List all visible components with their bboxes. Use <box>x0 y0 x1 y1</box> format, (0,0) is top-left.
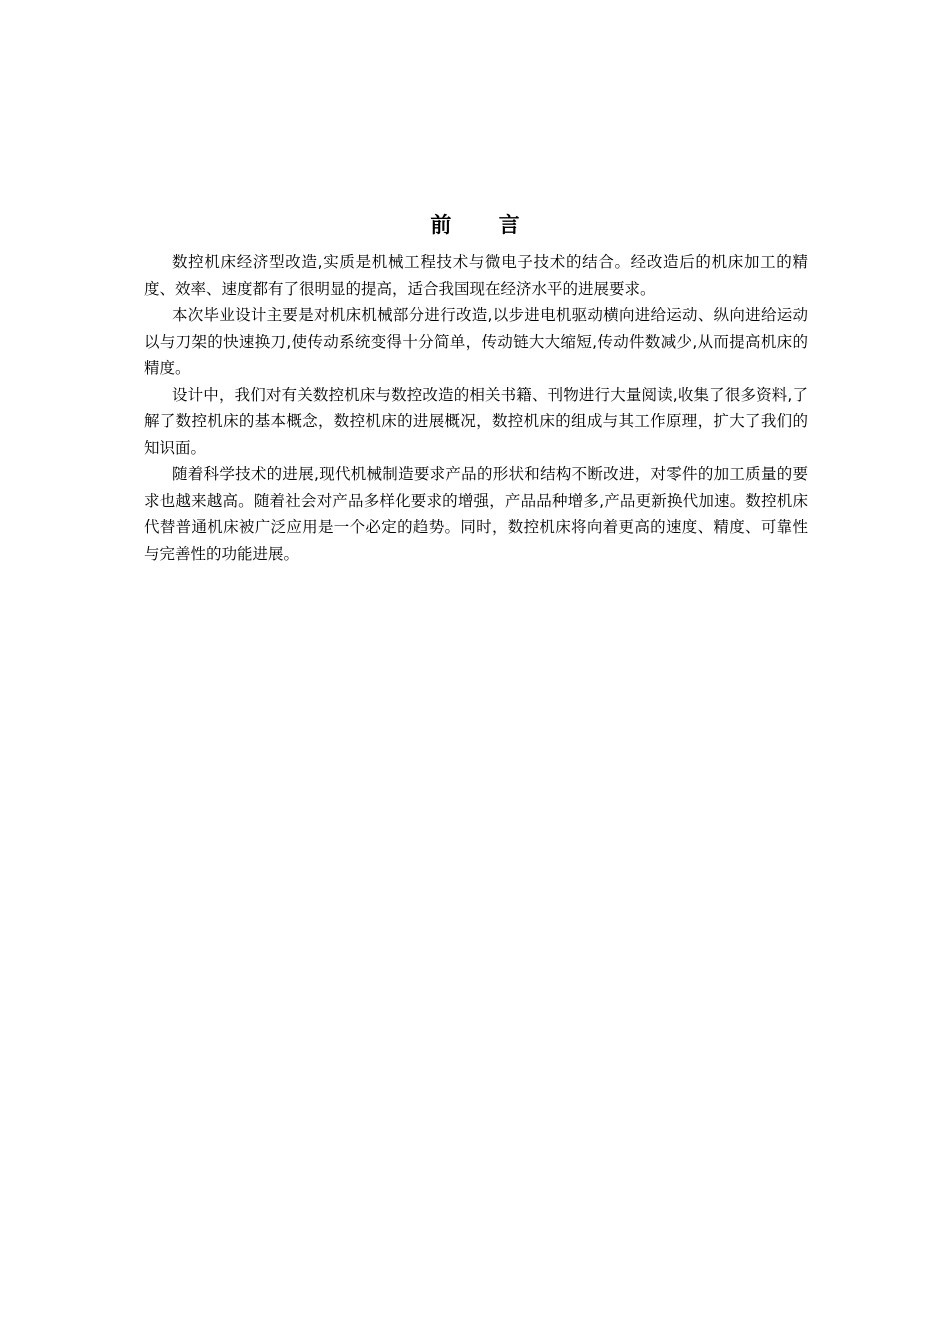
paragraph-3: 设计中，我们对有关数控机床与数控改造的相关书籍、刊物进行大量阅读,收集了很多资料,了解了数控机床的基本概念，数控机床的进展概况，数控机床的组成与其工作原理，扩大了我们的知识面。 <box>144 385 808 457</box>
paragraph-4: 随着科学技术的进展,现代机械制造要求产品的形状和结构不断改进，对零件的加工质量的要求也越来越高。随着社会对产品多样化要求的增强，产品品种增多,产品更新换代加速。数控机床代替普通机床被广泛应用是一个必定的趋势。同时，数控机床将向着更高的速度、精度、可靠性与完善性的功能进展。 <box>144 465 808 563</box>
page-title: 前 言 <box>430 213 540 237</box>
paragraph-1: 数控机床经济型改造,实质是机械工程技术与微电子技术的结合。经改造后的机床加工的精度、效率、速度都有了很明显的提高，适合我国现在经济水平的进展要求。 <box>144 253 808 298</box>
paragraph-2: 本次毕业设计主要是对机床机械部分进行改造,以步进电机驱动横向进给运动、纵向进给运动以与刀架的快速换刀,使传动系统变得十分简单，传动链大大缩短,传动件数减少,从而提高机床的精度。 <box>144 306 808 377</box>
body-text <box>144 249 808 567</box>
